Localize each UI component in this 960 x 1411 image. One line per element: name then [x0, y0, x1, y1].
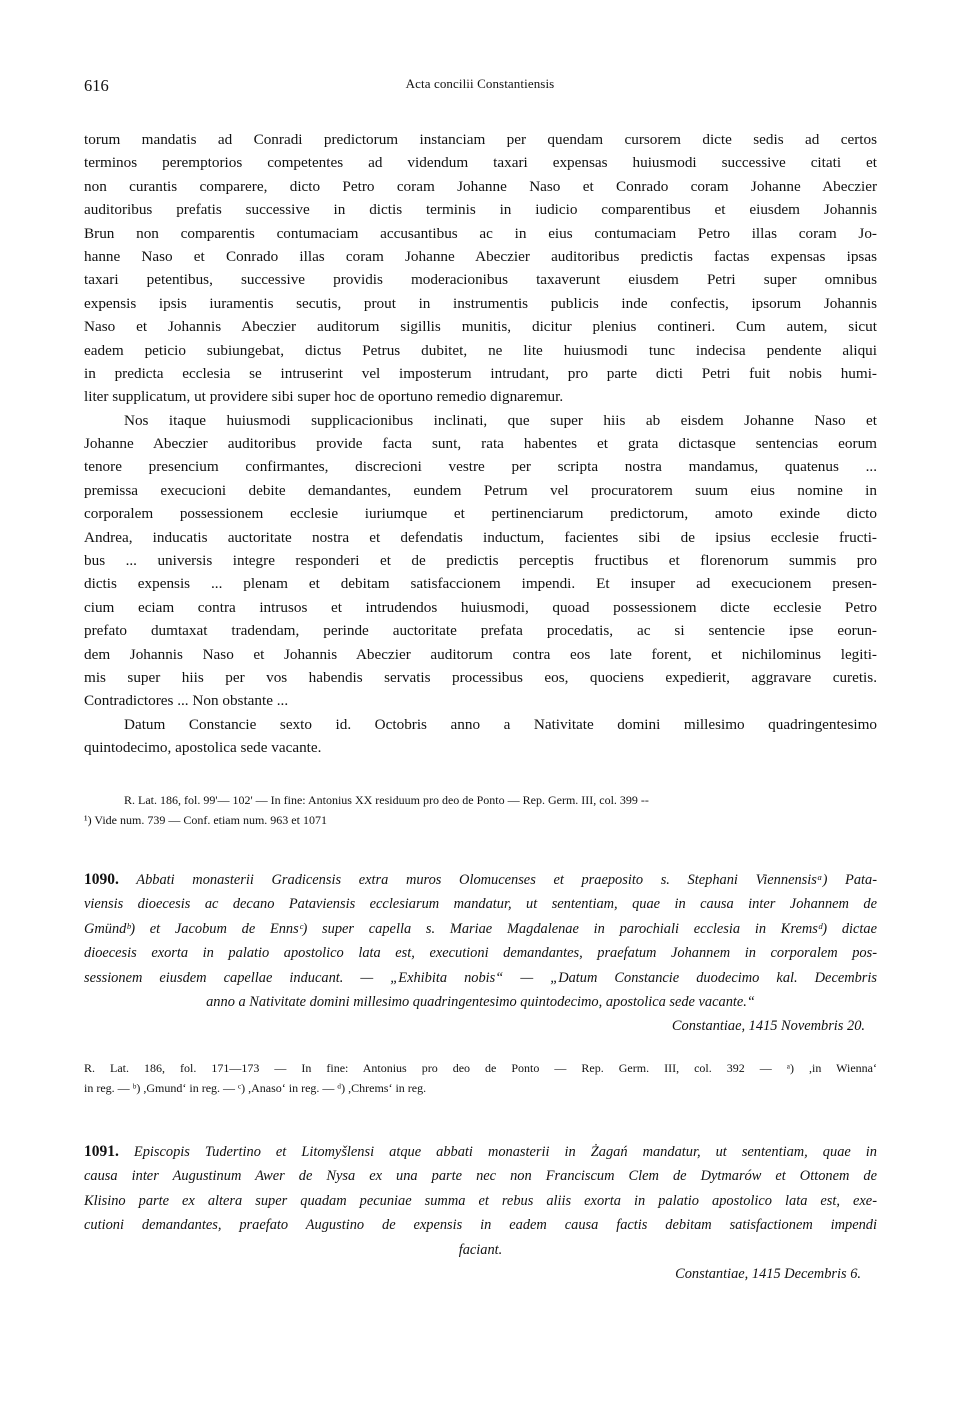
body-line: Contradictores ... Non obstante ... [84, 692, 289, 710]
body-line: Johanne Abeczier auditoribus provide facta sunt, rata habentes et grata dictasque sentencias eorum [84, 435, 877, 453]
page-number: 616 [84, 76, 109, 95]
regest-line [84, 1140, 877, 1164]
body-line: auditoribus prefatis successive in dictis terminis in iudicio comparentibus et eiusdem Johannis [84, 201, 877, 219]
footnote: ¹) Vide num. 739 — Conf. etiam num. 963 et 1071 [84, 813, 327, 827]
body-line: bus ... universis integre responderi et de predictis perceptis fructibus et florenorum summis pro [84, 552, 877, 570]
regest-line: causa inter Augustinum Awer de Nysa ex una parte nec non Franciscum Clem de Dytmarów et Ottonem de [84, 1168, 877, 1185]
body-line: corporalem possessionem ecclesie iuriumque et pertinenciarum predictorum, amoto exinde dicto [84, 505, 877, 523]
body-line: taxari petentibus, successive providis moderacionibus taxaverunt eiusdem Petri super omnibus [84, 271, 877, 289]
body-line: prefato dumtaxat tradendam, perinde auctoritate prefata procedatis, ac si sentencie ipse eorun- [84, 622, 877, 640]
body-line: expensis ipsis iuramentis secutis, prout in instrumentis publicis inde confectis, ipsorum Johannis [84, 294, 877, 312]
regest-text: Episcopis Tudertino et Litomyšlensi atque abbati monasterii in Żagań mandatur, ut sententiam, quae in [133, 1144, 878, 1160]
body-line: premissa execucioni debite demandantes, eundem Petrum vel procuratorem suum eius nomine in [84, 481, 877, 499]
body-line: cium eciam contra intrusos et intrudendos huiusmodi, quoad possessionem dicte ecclesie Petro [84, 598, 877, 616]
body-line: mis super hiis per vos habendis servatis processibus eos, quociens expedierit, aggravare curetis. [84, 668, 877, 686]
regest-1091 [84, 1140, 877, 1286]
body-line: Nos itaque huiusmodi supplicacionibus inclinati, que super hiis ab eisdem Johanne Naso et [124, 411, 877, 429]
regest-line: viensis dioecesis ac decano Pataviensis ecclesiarum mandatur, ut sententiam, quae in causa inter Johannem de [84, 896, 877, 913]
body-line: Brun non comparentis contumaciam accusantibus ac in eius contumaciam Petro illas coram Jo- [84, 224, 877, 242]
regest-line: dioecesis exorta in palatio apostolico lata est, executioni demandantes, praefatum Johannem in corporalem pos- [84, 945, 877, 962]
body-line: Naso et Johannis Abeczier auditorum sigillis munitis, dicitur plenius contineri. Cum autem, sicut [84, 318, 877, 336]
body-line: hanne Naso et Conrado illas coram Johanne Abeczier auditoribus predictis factas expensas ipsas [84, 247, 877, 265]
regest-line: sessionem eiusdem capellae inducant. — „Exhibita nobis“ — „Datum Constancie duodecimo kal. Decembris [84, 969, 877, 986]
body-line: torum mandatis ad Conradi predictorum instanciam per quendam cursorem dicte sedis ad certos [84, 131, 877, 148]
running-title: Acta concilii Constantiensis [405, 76, 555, 91]
body-line: terminos peremptorios competentes ad videndum taxari expensas huiusmodi successive citati et [84, 154, 877, 172]
regest-date: Constantiae, 1415 Decembris 6. [675, 1265, 861, 1282]
body-line: non curantis comparere, dicto Petro coram Johanne Naso et Conrado coram Johanne Abeczier [84, 177, 877, 195]
body-line: Andrea, inducatis auctoritate nostra et defendatis inductum, facientes sibi de ipsius ecclesie fructi- [84, 528, 877, 546]
note-line: R. Lat. 186, fol. 171—173 — In fine: Antonius pro deo de Ponto — Rep. Germ. III, col. 392 — ᵃ) ,in Wienna‘ [84, 1061, 877, 1075]
body-line: quintodecimo, apostolica sede vacante. [84, 739, 322, 757]
entry-number: 1090. [84, 871, 119, 888]
body-line: eadem peticio subiungebat, dictus Petrus dubitet, ne lite huiusmodi tunc indecisa pendente aliqui [84, 341, 877, 359]
body-line: dictis expensis ... plenam et debitam satisfaccionem impendi. Et insuper ad execucionem presen- [84, 575, 877, 593]
entry-number: 1091. [84, 1143, 119, 1160]
note-line: in reg. — ᵇ) ,Gmund‘ in reg. — ᶜ) ,Anaso‘ in reg. — ᵈ) ,Chrems‘ in reg. [84, 1081, 427, 1095]
regest-line [84, 868, 877, 892]
body-line: liter supplicatum, ut providere sibi super hoc de oportuno remedio dignaremur. [84, 388, 564, 406]
document-body [84, 128, 877, 760]
regest-date: Constantiae, 1415 Novembris 20. [671, 1018, 865, 1035]
regest-line: cutioni demandantes, praefato Augustino de expensis in eadem causa factis debitam satisfactionem impendi [84, 1217, 877, 1234]
source-note: R. Lat. 186, fol. 99'— 102' — In fine: Antonius XX residuum pro deo de Ponto — Rep. Germ. III, col. 399 -- [124, 793, 649, 807]
regest-line: Klisino parte ex altera super quadam pecuniae summa et rebus aliis exorta in palatio apostolico lata est, exe- [84, 1192, 877, 1209]
body-line: Datum Constancie sexto id. Octobris anno a Nativitate domini millesimo quadringentesimo [124, 715, 877, 733]
regest-text: Abbati monasterii Gradicensis extra muros Olomucenses et praeposito s. Stephani Viennensisᵃ) Pata- [136, 872, 877, 888]
body-line: in predicta ecclesia se intruserint vel imposterum intrudant, pro parte dicti Petri fuit nobis humi- [84, 364, 877, 382]
notes-1090 [84, 1058, 877, 1098]
body-line: tenore presencium confirmantes, discrecioni vestre per scripta nostra mandamus, quatenus ... [84, 458, 877, 476]
regest-1090 [84, 868, 877, 1039]
regest-line: Gmündᵇ) et Jacobum de Ennsᶜ) super capella s. Mariae Magdalenae in parochiali ecclesia in Kremsᵈ) dictae [84, 920, 877, 937]
body-line: dem Johannis Naso et Johannis Abeczier auditorum contra eos late forent, et nichilominus legiti- [84, 645, 877, 663]
regest-line: faciant. [458, 1241, 503, 1258]
regest-line: anno a Nativitate domini millesimo quadringentesimo quintodecimo, apostolica sede vacante.“ [206, 993, 755, 1010]
